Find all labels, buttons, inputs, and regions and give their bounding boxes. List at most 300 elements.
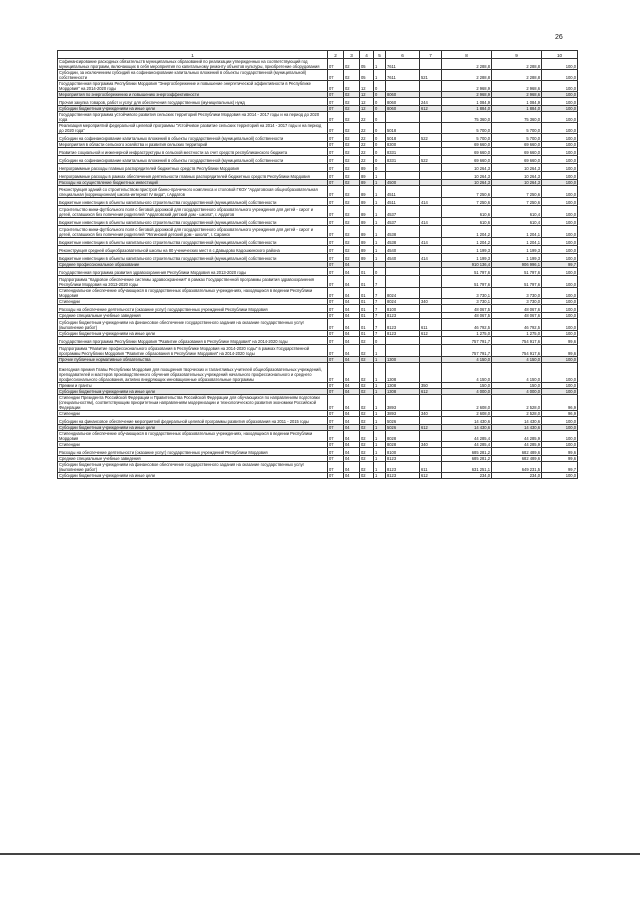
row-value-cell: 0 <box>374 106 386 112</box>
row-value-cell: 01 <box>360 313 374 319</box>
row-value-cell: 2 968,6 <box>492 92 542 98</box>
row-name-cell: Стипендиальное обеспечение обучающихся в государственных образовательных учреждениях, находящихся в ведении Республики Мордовия <box>58 288 328 299</box>
row-name-cell: Государственная программа Республики Мордовия "Развитие образования в Республике Мордовия" на 2014-2020 годы <box>58 337 328 345</box>
row-value-cell: 04 <box>344 305 360 313</box>
row-value-cell: 610,6 <box>442 206 492 218</box>
row-value-cell: 2 608,0 <box>442 395 492 411</box>
row-value-cell: 07 <box>328 305 344 313</box>
row-value-cell: 2 528,0 <box>492 395 542 411</box>
row-name-cell: Развитие социальной и инженерной инфраструктуры в сельской местности за счет средств республиканского бюджета <box>58 148 328 156</box>
row-value-cell: 611 <box>420 462 442 473</box>
row-value-cell: 07 <box>328 156 344 164</box>
row-value-cell: 02 <box>360 425 374 431</box>
row-value-cell: 04 <box>344 313 360 319</box>
row-value-cell: 1 <box>374 254 386 262</box>
row-value-cell: 22 <box>360 134 374 142</box>
row-name-cell: Среднее профессиональное образование <box>58 262 328 268</box>
row-value-cell: 07 <box>328 431 344 442</box>
row-value-cell: 14 430,6 <box>442 417 492 425</box>
table-row <box>58 448 578 456</box>
table-row <box>58 238 578 246</box>
row-value-cell: 07 <box>328 186 344 198</box>
row-value-cell: 100,0 <box>542 123 578 134</box>
table-row <box>58 254 578 262</box>
row-value-cell: 02 <box>344 98 360 106</box>
row-value-cell: 04 <box>344 473 360 479</box>
row-value-cell: 07 <box>328 417 344 425</box>
row-value-cell: 100,0 <box>542 70 578 81</box>
row-value-cell: 02 <box>360 345 374 357</box>
row-value-cell: 22 <box>360 156 374 164</box>
row-value-cell: 906 996,1 <box>492 262 542 268</box>
row-value-cell: 100,0 <box>542 180 578 186</box>
row-value-cell <box>420 226 442 238</box>
row-value-cell: 8024 <box>386 299 420 305</box>
row-value-cell: 4538 <box>386 226 420 238</box>
row-value-cell: 2 968,9 <box>442 92 492 98</box>
row-value-cell: 07 <box>328 254 344 262</box>
row-value-cell: 5 700,0 <box>492 134 542 142</box>
row-value-cell: 1 <box>374 206 386 218</box>
row-value-cell: 07 <box>328 411 344 417</box>
row-value-cell: 100,0 <box>542 319 578 331</box>
row-value-cell: 3 730,1 <box>442 299 492 305</box>
row-value-cell <box>420 81 442 92</box>
row-value-cell: 7 <box>374 305 386 313</box>
row-value-cell <box>420 305 442 313</box>
row-value-cell: 4537 <box>386 206 420 218</box>
row-name-cell: Государственная программа Республики Мордовия "Энергосбережение и повышение энергетической эффективности в Республике Мордовия" на 2014-2020 годы <box>58 81 328 92</box>
row-value-cell: 100,0 <box>542 198 578 206</box>
row-value-cell: 414 <box>420 198 442 206</box>
row-value-cell: 1 204,1 <box>492 226 542 238</box>
row-name-cell: Расходы на обеспечение деятельности (оказание услуг) государственных учреждений Республики Мордовия <box>58 305 328 313</box>
row-value-cell: 1 <box>374 180 386 186</box>
row-value-cell: 7 <box>374 319 386 331</box>
row-value-cell: 01 <box>360 276 374 288</box>
row-value-cell <box>386 81 420 92</box>
row-value-cell: 7 <box>374 299 386 305</box>
row-name-cell: Подпрограмма "Кадровое обеспечение системы здравоохранения" в рамках Государственной программы развития здравоохранения Республики Мордовия на 2013-2020 годы <box>58 276 328 288</box>
row-value-cell: 631 251,1 <box>442 462 492 473</box>
row-name-cell: Реконструкция зданий со строительством пристроя банно-прачечного комплекса и столовой ГКОУ "Ардатовская общеобразовательная специальная (коррекционная) школа-интернат IV вида", г.Ардатов <box>58 186 328 198</box>
row-value-cell: 02 <box>344 112 360 123</box>
row-value-cell <box>420 431 442 442</box>
row-value-cell: 1 <box>374 442 386 448</box>
row-value-cell <box>420 206 442 218</box>
row-value-cell: 02 <box>344 134 360 142</box>
row-value-cell: 02 <box>344 59 360 70</box>
row-value-cell: 04 <box>344 337 360 345</box>
row-value-cell: 100,0 <box>542 473 578 479</box>
table-row <box>58 98 578 106</box>
row-value-cell: 414 <box>420 218 442 226</box>
row-value-cell: 89 <box>360 218 374 226</box>
row-value-cell: 100,0 <box>542 218 578 226</box>
row-value-cell: 12 <box>360 98 374 106</box>
row-value-cell: 8123 <box>386 313 420 319</box>
row-value-cell: 100,0 <box>542 305 578 313</box>
row-value-cell: 1 <box>374 448 386 456</box>
row-name-cell: Субсидии бюджетным учреждениям на финансовое обеспечение государственного задания на оказание государственных услуг (выполнение работ) <box>58 462 328 473</box>
row-value-cell: 4540 <box>386 246 420 254</box>
row-value-cell: 150,0 <box>442 383 492 389</box>
row-value-cell: 02 <box>344 156 360 164</box>
row-value-cell <box>386 112 420 123</box>
row-value-cell: 07 <box>328 448 344 456</box>
row-value-cell: 89 <box>360 186 374 198</box>
row-value-cell: 02 <box>344 226 360 238</box>
row-value-cell: 244 <box>420 98 442 106</box>
header-row <box>58 51 578 59</box>
row-value-cell: 14 430,6 <box>492 417 542 425</box>
row-value-cell: 4 150,0 <box>442 363 492 383</box>
row-value-cell: 89 <box>360 238 374 246</box>
row-value-cell: 05 <box>360 70 374 81</box>
row-value-cell: 04 <box>344 363 360 383</box>
row-value-cell: 89 <box>360 164 374 172</box>
row-value-cell: 1 084,9 <box>442 98 492 106</box>
row-value-cell: 04 <box>344 331 360 337</box>
table-row <box>58 164 578 172</box>
table-row <box>58 363 578 383</box>
row-value-cell: 51 797,6 <box>492 276 542 288</box>
row-value-cell: 100,0 <box>542 276 578 288</box>
row-value-cell: 1 199,3 <box>442 254 492 262</box>
row-value-cell: 44 285,4 <box>442 442 492 448</box>
row-value-cell <box>386 337 420 345</box>
row-value-cell: 0 <box>374 164 386 172</box>
row-value-cell: 46 792,5 <box>492 319 542 331</box>
row-value-cell: 1 <box>374 186 386 198</box>
row-value-cell: 1 <box>374 357 386 363</box>
row-value-cell: 0 <box>374 148 386 156</box>
table-row <box>58 70 578 81</box>
row-value-cell: 754 917,6 <box>492 337 542 345</box>
table-row <box>58 431 578 442</box>
row-value-cell: 0 <box>374 337 386 345</box>
row-value-cell <box>386 268 420 276</box>
row-value-cell: 01 <box>360 319 374 331</box>
row-value-cell: 07 <box>328 246 344 254</box>
row-value-cell: 1 <box>374 473 386 479</box>
row-value-cell: 4 000,0 <box>442 389 492 395</box>
row-name-cell: Непрограммные расходы главных распорядителей бюджетных средств Республики Мордовия <box>58 164 328 172</box>
row-name-cell: Расходы на осуществление бюджетных инвестиций <box>58 180 328 186</box>
row-value-cell: 4 150,0 <box>492 363 542 383</box>
row-value-cell: 2 968,6 <box>492 81 542 92</box>
row-value-cell: 02 <box>344 92 360 98</box>
row-value-cell: 1308 <box>386 389 420 395</box>
row-value-cell: 1 <box>374 226 386 238</box>
row-value-cell: 07 <box>328 112 344 123</box>
row-value-cell: 07 <box>328 142 344 148</box>
row-value-cell: 02 <box>360 363 374 383</box>
row-value-cell: 3 730,0 <box>492 288 542 299</box>
row-value-cell: 99,7 <box>542 462 578 473</box>
row-value-cell <box>386 345 420 357</box>
row-value-cell: 5026 <box>386 425 420 431</box>
row-value-cell: 0 <box>374 156 386 164</box>
row-value-cell: 8123 <box>386 319 420 331</box>
row-value-cell: 100,0 <box>542 357 578 363</box>
row-value-cell: 100,0 <box>542 254 578 262</box>
row-value-cell <box>420 186 442 198</box>
row-value-cell: 100,0 <box>542 92 578 98</box>
row-value-cell: 44 285,4 <box>442 431 492 442</box>
row-value-cell: 100,0 <box>542 431 578 442</box>
row-value-cell: 04 <box>344 442 360 448</box>
row-value-cell: 350 <box>420 383 442 389</box>
row-name-cell: Государственная программа развития здравоохранения Республики Мордовия на 2013-2020 годы <box>58 268 328 276</box>
row-value-cell: 02 <box>344 186 360 198</box>
row-value-cell: 1 <box>374 456 386 462</box>
row-value-cell: 8060 <box>386 98 420 106</box>
row-value-cell: 48 067,6 <box>492 313 542 319</box>
row-name-cell: Субсидии бюджетным учреждениям на иные цели <box>58 425 328 431</box>
row-value-cell: 51 797,6 <box>442 276 492 288</box>
row-value-cell: 07 <box>328 357 344 363</box>
row-value-cell: 5 700,0 <box>442 134 492 142</box>
row-value-cell <box>420 363 442 383</box>
row-value-cell: 02 <box>360 395 374 411</box>
row-value-cell: 0 <box>374 142 386 148</box>
row-value-cell: 07 <box>328 226 344 238</box>
row-name-cell: Субсидии на софинансирование капитальных вложений в объекты государственной (муниципальной) собственности <box>58 156 328 164</box>
row-value-cell: 02 <box>360 442 374 448</box>
row-value-cell: 04 <box>344 276 360 288</box>
row-value-cell: 100,0 <box>542 299 578 305</box>
row-name-cell: Государственная программа устойчивого развития сельских территорий Республики Мордовия на 2014 - 2017 годы и на период до 2020 года <box>58 112 328 123</box>
row-value-cell: 100,0 <box>542 313 578 319</box>
row-value-cell: 44 285,9 <box>492 442 542 448</box>
row-value-cell: 07 <box>328 81 344 92</box>
row-value-cell: 1 884,0 <box>492 106 542 112</box>
row-value-cell: 100,0 <box>542 59 578 70</box>
header-cell: 9 <box>492 51 542 59</box>
row-value-cell: 04 <box>344 411 360 417</box>
row-value-cell: 1 084,9 <box>492 98 542 106</box>
row-value-cell: 02 <box>344 206 360 218</box>
row-value-cell: 100,0 <box>542 142 578 148</box>
row-value-cell: 51 797,6 <box>442 268 492 276</box>
row-value-cell <box>420 395 442 411</box>
row-value-cell: 100,0 <box>542 172 578 180</box>
row-value-cell: 100,0 <box>542 331 578 337</box>
row-value-cell: 100,0 <box>542 81 578 92</box>
row-value-cell: 02 <box>344 148 360 156</box>
row-value-cell: 07 <box>328 331 344 337</box>
row-value-cell: 7 250,6 <box>492 186 542 198</box>
row-value-cell: 522 <box>420 134 442 142</box>
table-row <box>58 156 578 164</box>
row-value-cell: 4 150,0 <box>442 357 492 363</box>
row-value-cell: 610,4 <box>492 218 542 226</box>
row-value-cell: 04 <box>344 389 360 395</box>
row-value-cell: 07 <box>328 462 344 473</box>
row-value-cell: 01 <box>360 299 374 305</box>
table-row <box>58 148 578 156</box>
row-value-cell: 02 <box>344 123 360 134</box>
row-value-cell: 14 430,6 <box>442 425 492 431</box>
row-value-cell: 02 <box>344 142 360 148</box>
row-value-cell: 07 <box>328 198 344 206</box>
header-cell: 4 <box>360 51 374 59</box>
row-value-cell: 89 <box>360 254 374 262</box>
row-value-cell: 1 204,2 <box>442 238 492 246</box>
row-value-cell: 2 288,8 <box>442 59 492 70</box>
row-value-cell: 8060 <box>386 92 420 98</box>
row-value-cell: 8331 <box>386 148 420 156</box>
row-value-cell: 02 <box>360 448 374 456</box>
row-value-cell: 99,7 <box>542 262 578 268</box>
row-value-cell: 44 285,9 <box>492 431 542 442</box>
row-value-cell: 100,0 <box>542 246 578 254</box>
row-value-cell: 02 <box>344 254 360 262</box>
row-value-cell: 100,0 <box>542 98 578 106</box>
row-value-cell: 1 <box>374 389 386 395</box>
row-value-cell: 07 <box>328 218 344 226</box>
row-name-cell: Строительство мини-футбольного поля с беговой дорожкой для государственного образовательного учреждения для детей - сирот и детей, оставшихся без попечения родителей "Ялгинский детский дом - школа", г. Саранск <box>58 226 328 238</box>
row-value-cell: 07 <box>328 276 344 288</box>
row-value-cell: 4540 <box>386 254 420 262</box>
row-value-cell: 89 <box>360 246 374 254</box>
row-value-cell: 10 264,3 <box>492 172 542 180</box>
row-value-cell: 02 <box>344 81 360 92</box>
row-value-cell: 07 <box>328 172 344 180</box>
row-value-cell: 96,9 <box>542 395 578 411</box>
row-value-cell: 69 660,0 <box>492 148 542 156</box>
row-value-cell: 7 <box>374 276 386 288</box>
row-value-cell: 8100 <box>386 448 420 456</box>
row-value-cell: 22 <box>360 123 374 134</box>
row-value-cell: 8123 <box>386 456 420 462</box>
table-row <box>58 305 578 313</box>
row-value-cell: 1 <box>374 363 386 383</box>
row-name-cell: Бюджетные инвестиции в объекты капитального строительства государственной (муниципальной) собственности <box>58 198 328 206</box>
row-value-cell: 100,0 <box>542 389 578 395</box>
row-value-cell: 07 <box>328 442 344 448</box>
row-value-cell: 1 <box>374 425 386 431</box>
row-value-cell: 8123 <box>386 331 420 337</box>
row-value-cell <box>420 417 442 425</box>
row-value-cell: 02 <box>344 70 360 81</box>
row-value-cell: 02 <box>360 456 374 462</box>
row-name-cell: Строительство мини-футбольного поля с беговой дорожкой для государственного образовательного учреждения для детей - сирот и детей, оставшихся без попечения родителей "Ардатовский детский дом - школа", г. Ардатов <box>58 206 328 218</box>
row-value-cell: 682 489,6 <box>492 456 542 462</box>
row-value-cell: 2 288,8 <box>492 59 542 70</box>
row-value-cell: 1 <box>374 59 386 70</box>
row-name-cell: Субсидии бюджетным учреждениям на финансовое обеспечение государственного задания на оказание государственных услуг (выполнение работ) <box>58 319 328 331</box>
row-value-cell: 7 250,6 <box>442 198 492 206</box>
row-value-cell: 89 <box>360 198 374 206</box>
row-value-cell: 100,0 <box>542 425 578 431</box>
row-value-cell: 0 <box>374 123 386 134</box>
row-value-cell: 07 <box>328 238 344 246</box>
row-name-cell: Расходы на обеспечение деятельности (оказание услуг) государственных учреждений Республики Мордовия <box>58 448 328 456</box>
table-row <box>58 288 578 299</box>
table-row <box>58 337 578 345</box>
row-value-cell: 99,6 <box>542 345 578 357</box>
table-row <box>58 345 578 357</box>
row-value-cell: 0 <box>374 98 386 106</box>
row-value-cell: 3 730,0 <box>492 299 542 305</box>
row-value-cell: 69 660,0 <box>442 142 492 148</box>
row-name-cell: Подпрограмма "Развитие профессионального образования в Республике Мордовия на 2014-2020 годы" в рамках Государственной программы Республики Мордовия "Развитие образования в Республике Мордовия" на 2014-2020 годы <box>58 345 328 357</box>
row-name-cell: Субсидии бюджетным учреждениям на иные цели <box>58 106 328 112</box>
row-value-cell <box>420 448 442 456</box>
row-value-cell: 01 <box>360 331 374 337</box>
row-name-cell: Мероприятия по энергосбережению и повышению энергоэффективности <box>58 92 328 98</box>
row-value-cell: 02 <box>344 172 360 180</box>
row-value-cell: 07 <box>328 164 344 172</box>
row-value-cell: 07 <box>328 106 344 112</box>
row-value-cell <box>420 112 442 123</box>
row-value-cell: 51 797,6 <box>492 268 542 276</box>
row-value-cell: 910 136,4 <box>442 262 492 268</box>
row-value-cell: 0 <box>374 92 386 98</box>
header-cell: 7 <box>420 51 442 59</box>
row-name-cell: Бюджетные инвестиции в объекты капитального строительства государственной (муниципальной) собственности <box>58 218 328 226</box>
page-number: 26 <box>555 34 563 41</box>
budget-table <box>57 50 578 479</box>
row-value-cell: 02 <box>344 218 360 226</box>
row-value-cell: 04 <box>344 431 360 442</box>
table-row <box>58 198 578 206</box>
row-value-cell: 1 <box>374 198 386 206</box>
row-value-cell: 7611 <box>386 70 420 81</box>
row-value-cell: 4538 <box>386 238 420 246</box>
row-value-cell: 75 360,0 <box>492 112 542 123</box>
row-value-cell: 46 792,5 <box>442 319 492 331</box>
bottom-rule <box>0 853 640 855</box>
row-value-cell: 0 <box>374 134 386 142</box>
row-value-cell: 69 660,0 <box>492 142 542 148</box>
row-value-cell: 100,0 <box>542 164 578 172</box>
row-value-cell: 5 700,0 <box>442 123 492 134</box>
row-value-cell: 69 660,0 <box>442 156 492 164</box>
row-value-cell: 04 <box>344 319 360 331</box>
row-value-cell <box>420 268 442 276</box>
table-row <box>58 134 578 142</box>
row-value-cell: 100,0 <box>542 238 578 246</box>
row-value-cell: 89 <box>360 226 374 238</box>
row-value-cell <box>420 345 442 357</box>
row-value-cell: 07 <box>328 206 344 218</box>
row-value-cell: 0 <box>374 268 386 276</box>
row-value-cell: 1 <box>374 417 386 425</box>
row-value-cell: 100,0 <box>542 442 578 448</box>
row-value-cell: 07 <box>328 425 344 431</box>
row-value-cell: 1 <box>374 238 386 246</box>
row-value-cell: 48 067,6 <box>492 305 542 313</box>
row-value-cell: 7 250,6 <box>442 186 492 198</box>
row-value-cell: 02 <box>360 357 374 363</box>
row-name-cell: Стипендии Президента Российской Федерации и Правительства Российской Федерации для обучающихся по направлениям подготовки (специальностям), соответствующим приоритетным направлениям модернизации и технологического развития экономики Российской Федерации <box>58 395 328 411</box>
row-value-cell: 04 <box>344 299 360 305</box>
table-row <box>58 172 578 180</box>
row-value-cell: 612 <box>420 389 442 395</box>
row-value-cell: 07 <box>328 345 344 357</box>
row-value-cell: 1 199,3 <box>442 246 492 254</box>
row-value-cell: 100,0 <box>542 383 578 389</box>
row-value-cell: 612 <box>420 473 442 479</box>
row-value-cell: 1 275,0 <box>492 331 542 337</box>
row-value-cell: 02 <box>344 180 360 186</box>
row-value-cell: 89 <box>360 206 374 218</box>
row-name-cell: Субсидии на софинансирование капитальных вложений в объекты государственной (муниципальной) собственности <box>58 134 328 142</box>
row-name-cell: Субсидии бюджетным учреждениям на иные цели <box>58 331 328 337</box>
